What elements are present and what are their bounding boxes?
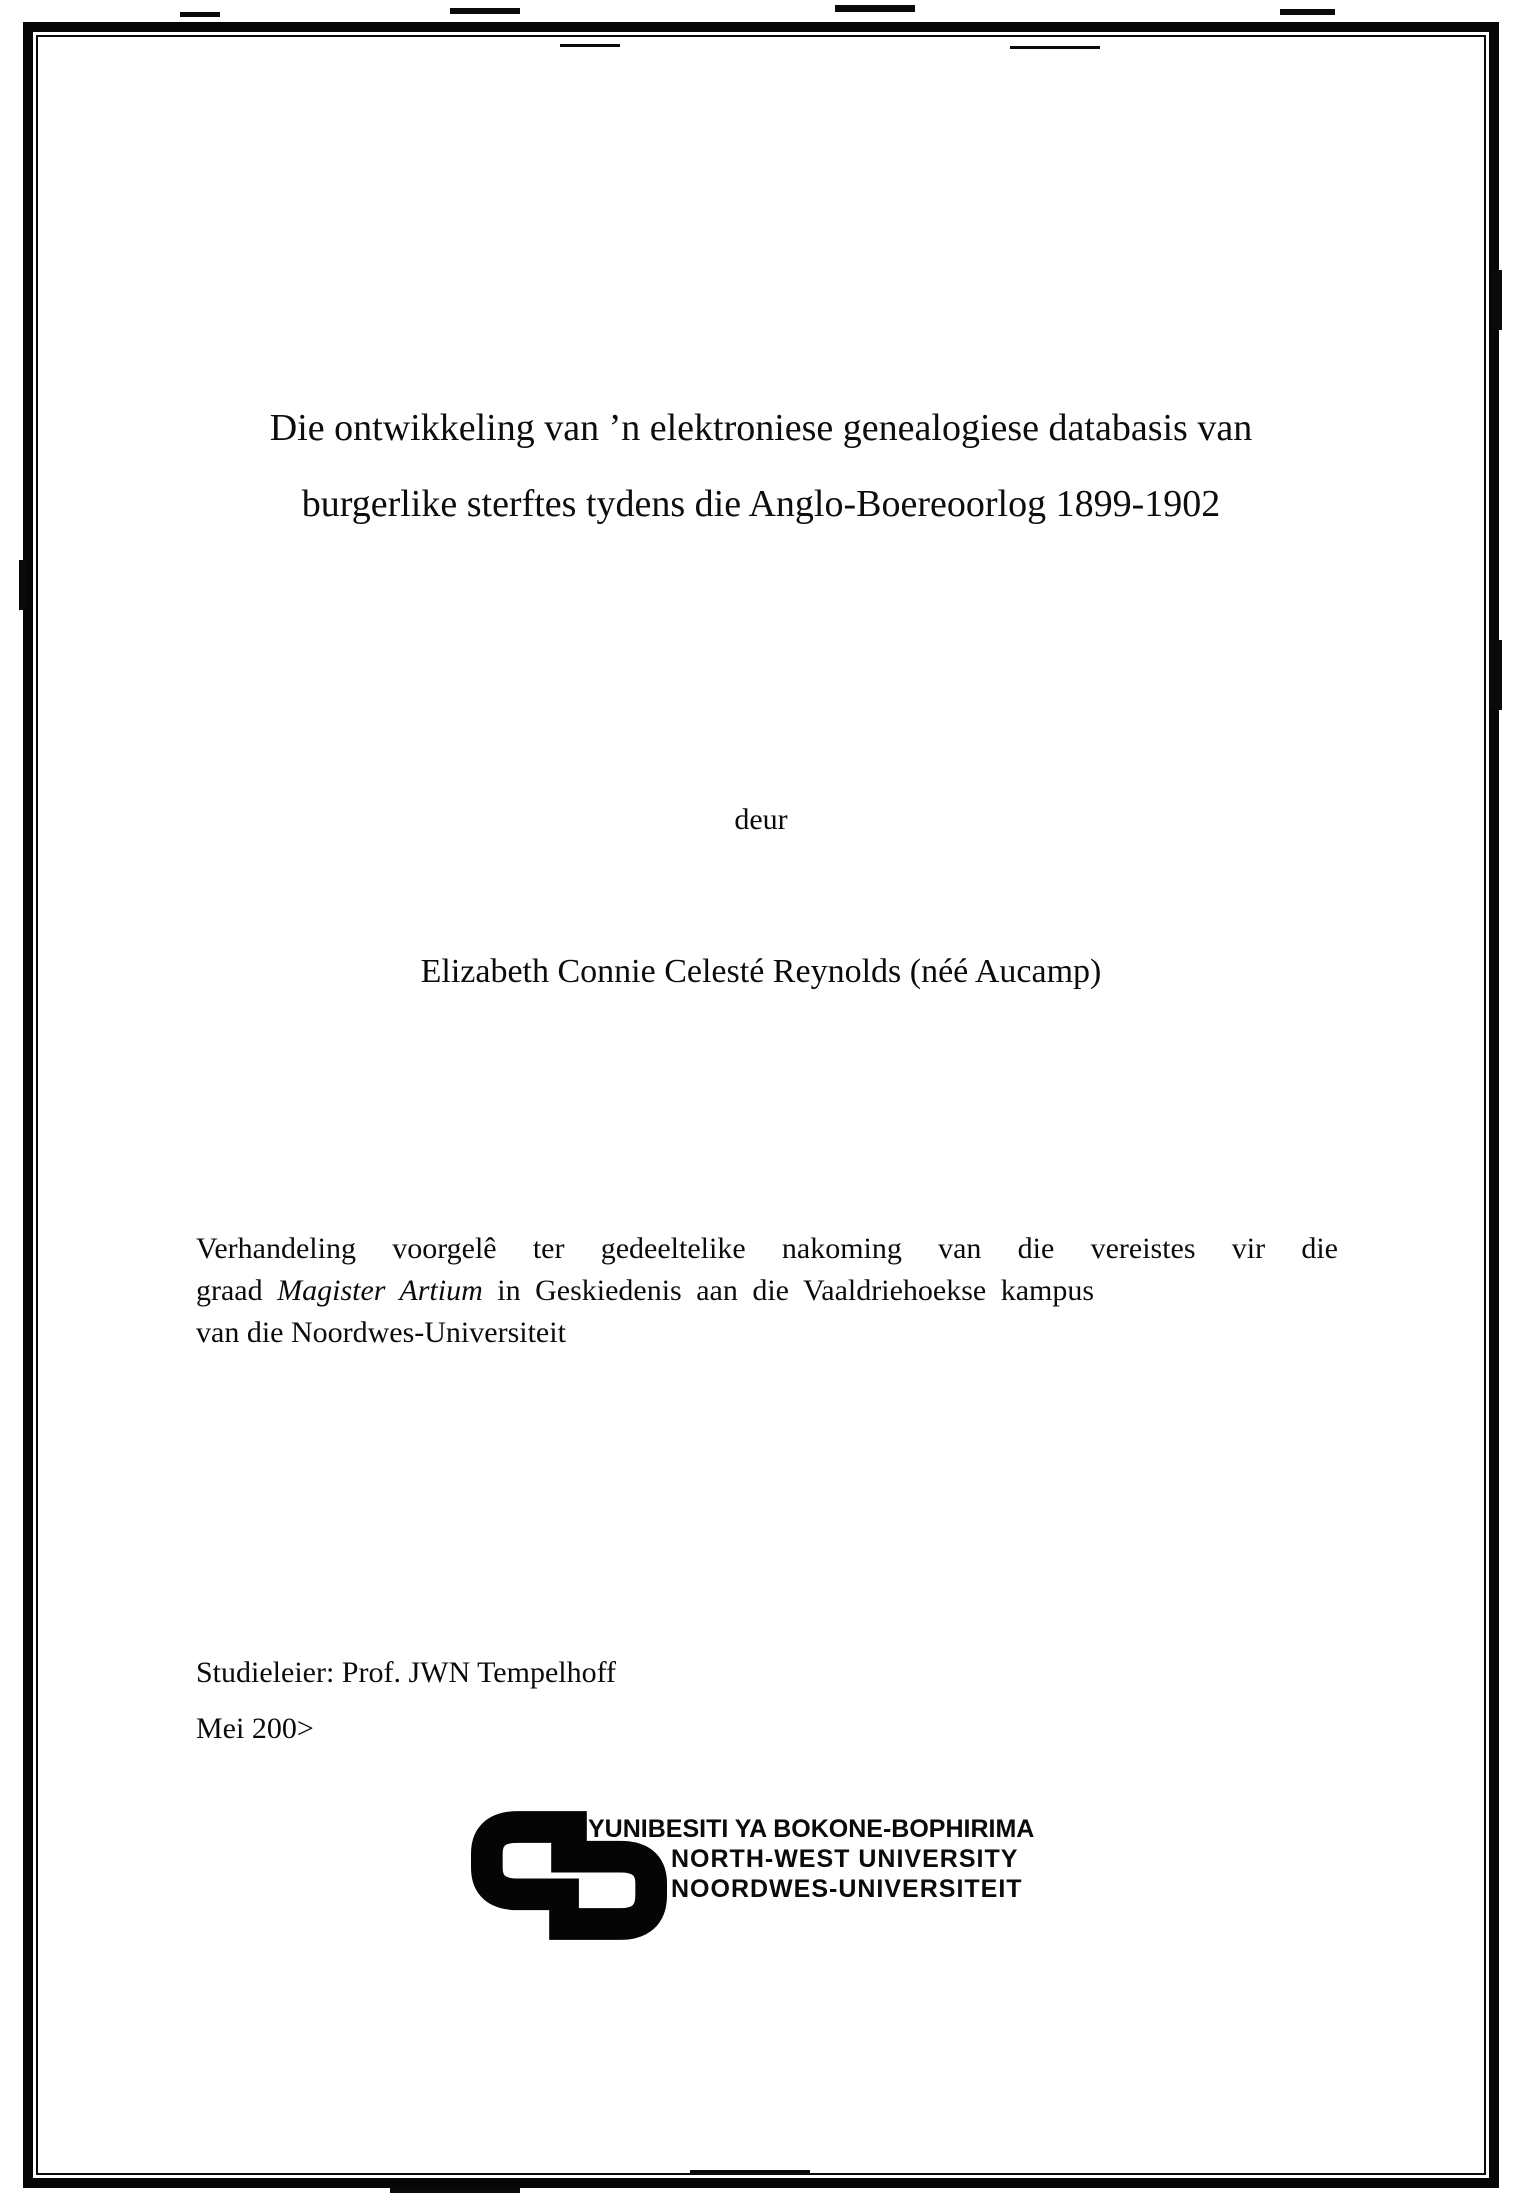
statement-line-1: Verhandeling voorgelê ter gedeeltelike nakoming van die vereistes vir die xyxy=(196,1232,1338,1265)
scan-artifact xyxy=(19,560,27,610)
scan-artifact xyxy=(450,8,520,14)
statement-line-3: van die Noordwes-Universiteit xyxy=(196,1316,566,1349)
byline: deur xyxy=(734,803,788,836)
date-line: Mei 200> xyxy=(196,1712,314,1745)
supervisor-line: Studieleier: Prof. JWN Tempelhoff xyxy=(196,1656,617,1689)
scan-artifact xyxy=(1280,9,1335,15)
logo-text-setswana: YUNIBESITI YA BOKONE-BOPHIRIMA xyxy=(588,1815,1035,1843)
university-logo-text xyxy=(588,1814,1034,1904)
statement-line-2-prefix: graad xyxy=(196,1274,278,1307)
scan-artifact xyxy=(1010,46,1100,49)
thesis-title xyxy=(36,390,1486,542)
thesis-title-line-2: burgerlike sterftes tydens die Anglo-Boereoorlog 1899-1902 xyxy=(301,483,1221,525)
scan-artifact xyxy=(180,12,220,17)
scan-artifact xyxy=(1492,270,1502,330)
author-name: Elizabeth Connie Celesté Reynolds (néé Aucamp) xyxy=(420,953,1102,990)
scan-artifact xyxy=(835,5,915,12)
scan-artifact xyxy=(390,2188,520,2193)
thesis-title-line-1: Die ontwikkeling van ’n elektroniese genealogiese databasis van xyxy=(269,407,1253,449)
statement-line-2-suffix: in Geskiedenis aan die Vaaldriehoekse kampus xyxy=(482,1274,1095,1307)
submission-statement xyxy=(196,1228,1338,1354)
degree-name: Magister Artium xyxy=(277,1274,483,1307)
statement-line-2 xyxy=(196,1270,1338,1312)
logo-text-afrikaans: NOORDWES-UNIVERSITEIT xyxy=(671,1875,1023,1903)
supervisor-block xyxy=(196,1650,616,1752)
university-logo xyxy=(470,1810,1110,1950)
scan-artifact xyxy=(1490,640,1502,710)
logo-text-english: NORTH-WEST UNIVERSITY xyxy=(671,1845,1019,1873)
scan-artifact xyxy=(690,2170,810,2174)
scan-artifact xyxy=(560,44,620,47)
